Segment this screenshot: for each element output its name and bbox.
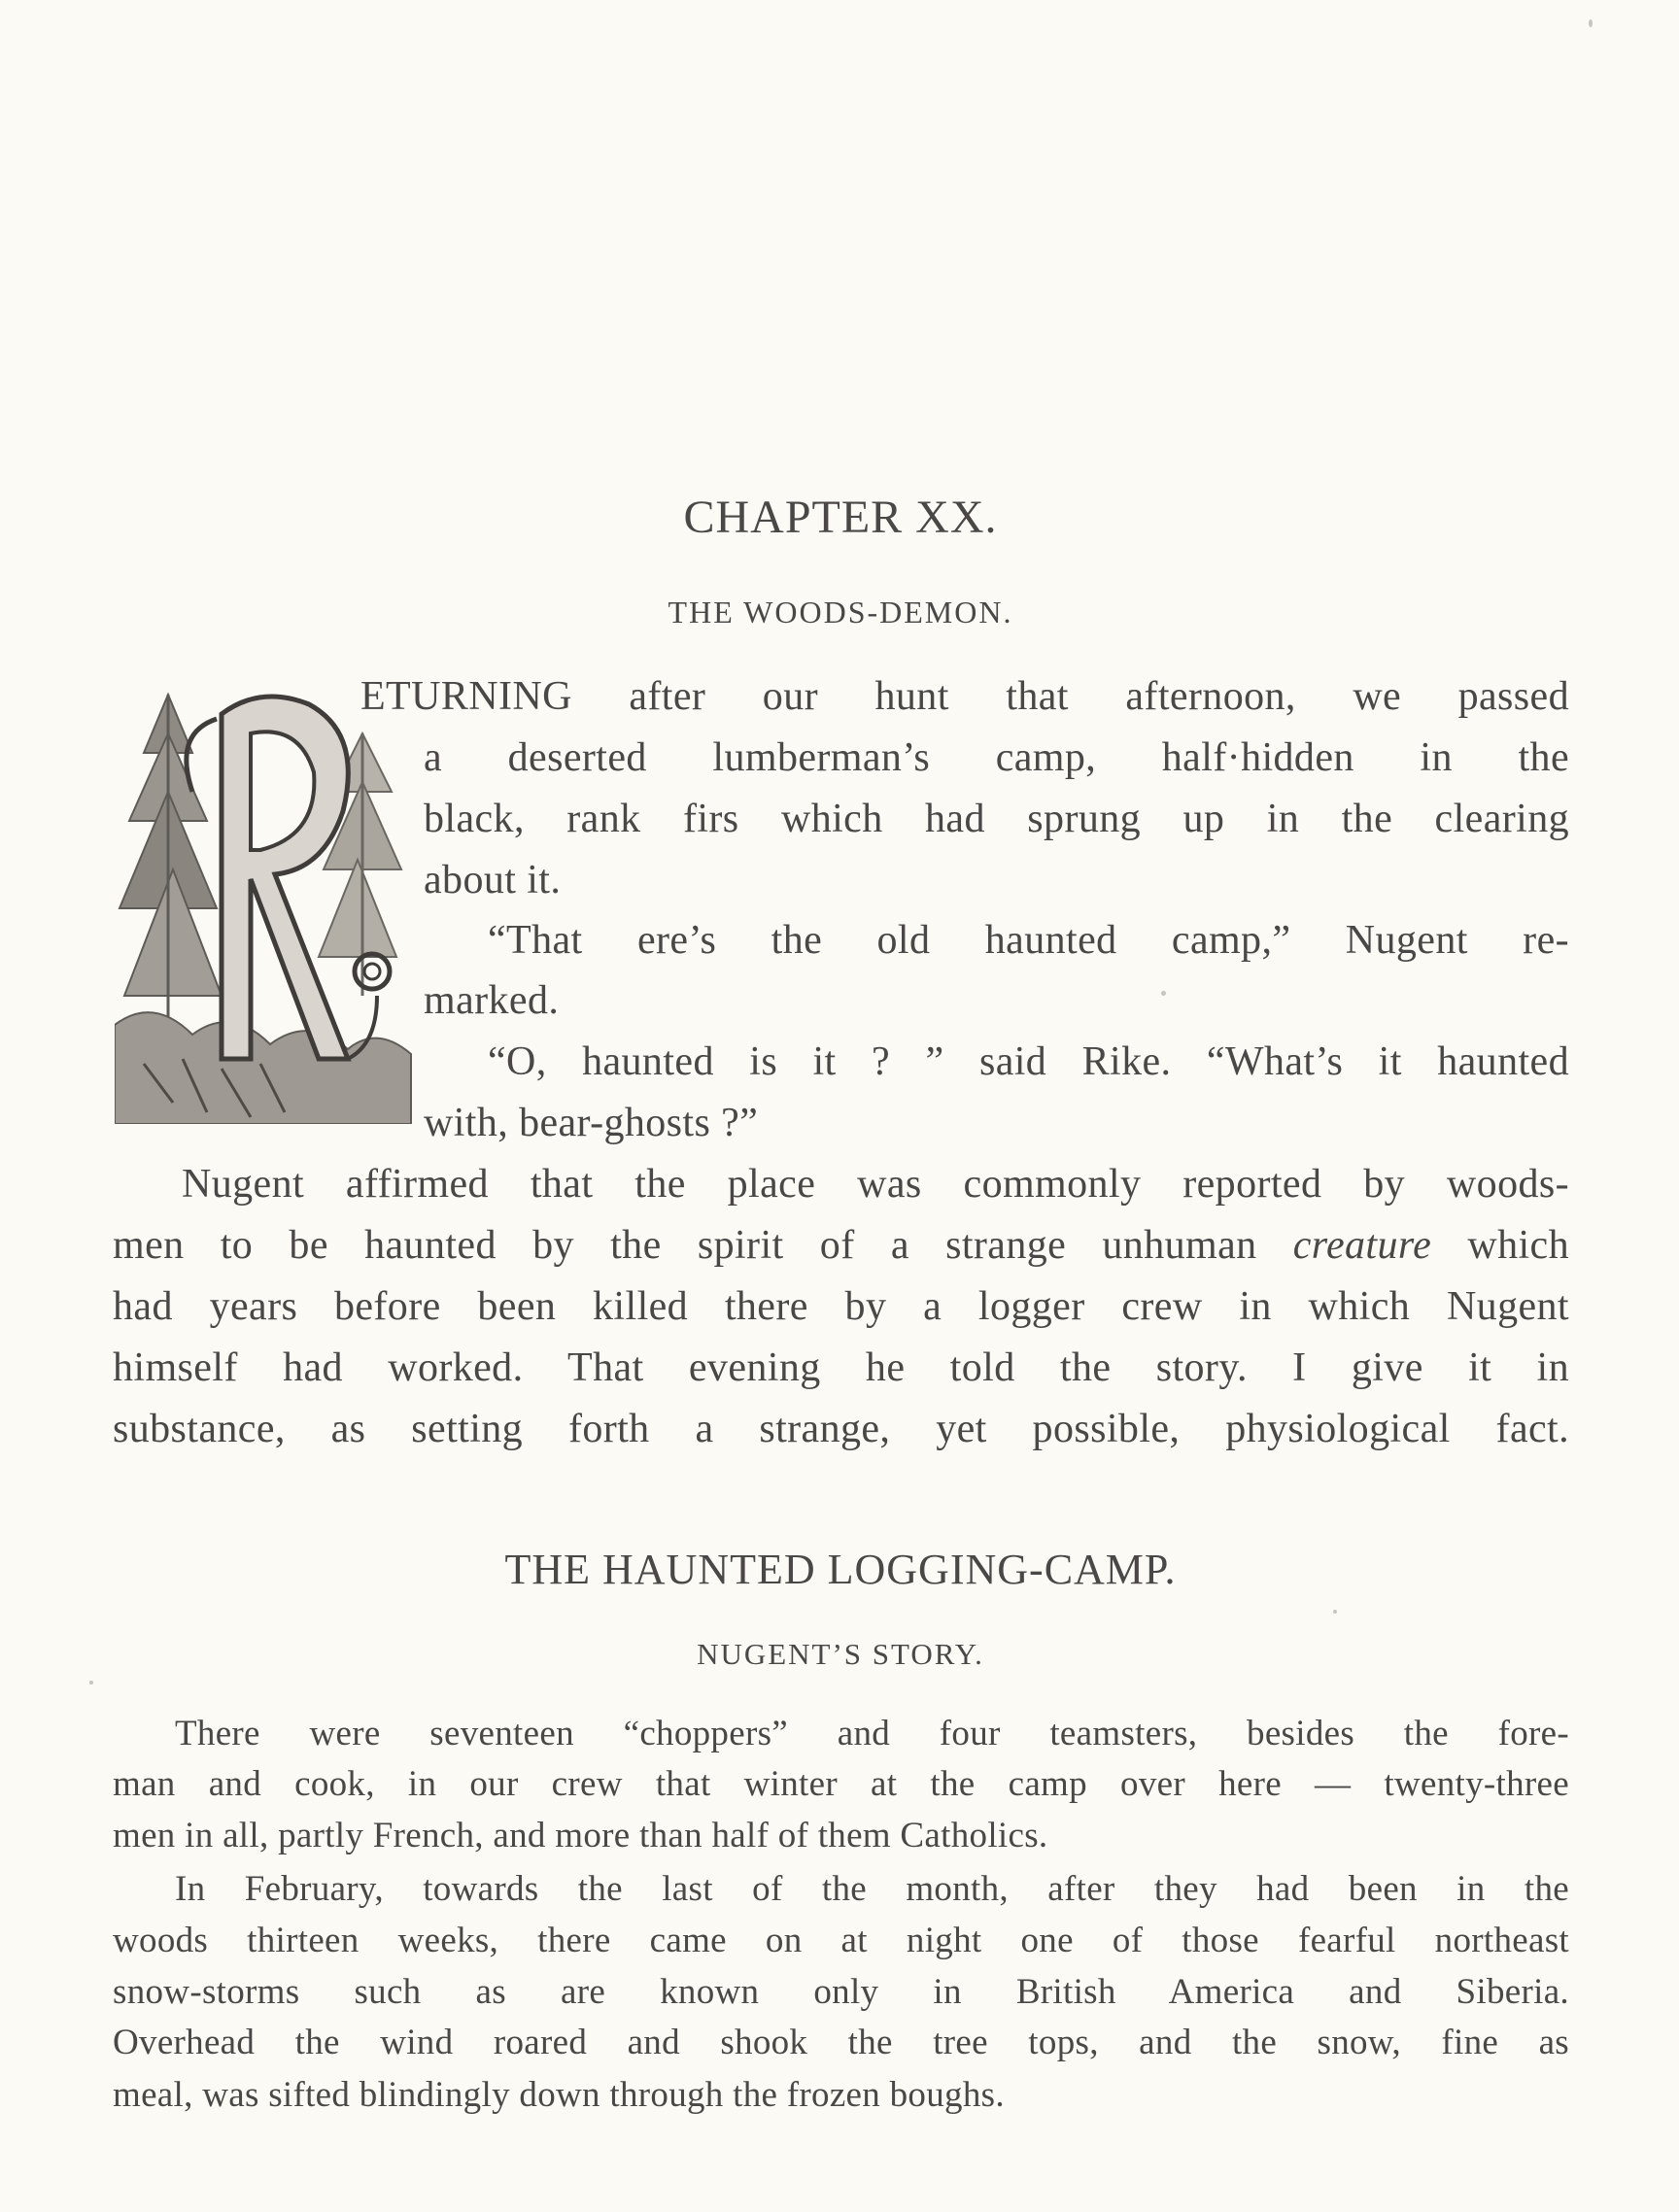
text-line: “That ere’s the old haunted camp,” Nugent re- bbox=[488, 918, 1569, 963]
chapter-title: CHAPTER XX. bbox=[683, 492, 998, 543]
text-line: Overhead the wind roared and shook the tree tops, and the snow, fine as bbox=[113, 2023, 1569, 2062]
italic-word: creature bbox=[1292, 1223, 1432, 1268]
text-line: meal, was sifted blindingly down through the frozen boughs. bbox=[113, 2075, 1005, 2115]
text-line: snow-storms such as are known only in British America and Siberia. bbox=[113, 1972, 1569, 2012]
text-segment: which bbox=[1431, 1223, 1569, 1268]
text-line: In February, towards the last of the month, after they had been in the bbox=[175, 1869, 1569, 1909]
text-line: man and cook, in our crew that winter at the camp over here — twenty-three bbox=[113, 1764, 1569, 1804]
text-line: had years before been killed there by a logger crew in which Nugent bbox=[113, 1284, 1569, 1329]
text-line: men in all, partly French, and more than half of them Catholics. bbox=[113, 1816, 1048, 1855]
text-line: a deserted lumberman’s camp, half·hidden in the bbox=[424, 735, 1569, 780]
paper-speck bbox=[1589, 19, 1593, 27]
chapter-subtitle: THE WOODS-DEMON. bbox=[668, 595, 1013, 630]
paper-speck bbox=[89, 1681, 93, 1685]
paper-speck bbox=[1161, 991, 1166, 996]
text-line: with, bear-ghosts ?” bbox=[424, 1101, 759, 1145]
text-line bbox=[113, 1222, 1569, 1269]
text-line: Nugent affirmed that the place was commonly reported by woods- bbox=[182, 1162, 1569, 1207]
text-line: substance, as setting forth a strange, yet possible, physiological fact. bbox=[113, 1407, 1569, 1451]
text-line: woods thirteen weeks, there came on at night one of those fearful northeast bbox=[113, 1921, 1569, 1960]
text-line: about it. bbox=[424, 858, 562, 902]
text-segment: men to be haunted by the spirit of a strange unhuman bbox=[113, 1223, 1293, 1268]
text-line: “O, haunted is it ? ” said Rike. “What’s it haunted bbox=[488, 1039, 1569, 1084]
text-line: ETURNING after our hunt that afternoon, we passed bbox=[360, 674, 1569, 719]
text-line: There were seventeen “choppers” and four teamsters, besides the fore- bbox=[175, 1714, 1569, 1753]
story-subtitle: NUGENT’S STORY. bbox=[697, 1637, 984, 1671]
ornamental-letter-r-with-fir-trees-icon bbox=[115, 675, 418, 1124]
paper-speck bbox=[1333, 1610, 1337, 1614]
text-line: himself had worked. That evening he told the story. I give it in bbox=[113, 1345, 1569, 1390]
text-line: marked. bbox=[424, 978, 560, 1023]
story-title: THE HAUNTED LOGGING-CAMP. bbox=[504, 1546, 1177, 1593]
text-line: black, rank firs which had sprung up in the clearing bbox=[424, 797, 1569, 841]
